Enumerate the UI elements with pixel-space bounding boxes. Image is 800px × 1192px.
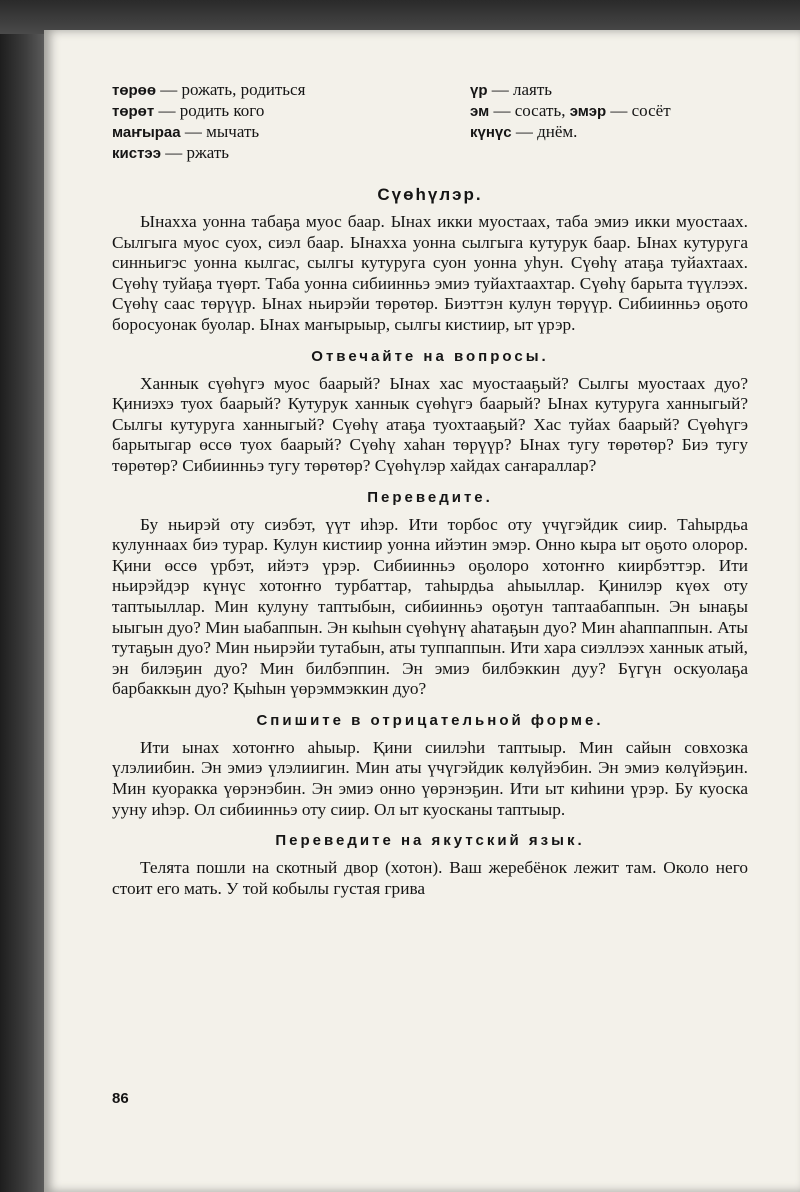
- vocab-definition: — мычать: [180, 122, 260, 141]
- vocab-entry: [112, 143, 430, 164]
- section-text: Телята пошли на скотный двор (хотон). Ваш жеребёнок лежит там. Около него стоит его мать. У той кобылы густая грива: [112, 858, 748, 898]
- section-questions: [112, 346, 748, 477]
- section-text: Бу ньирэй оту сиэбэт, үүт иһэр. Ити торбос оту үчүгэйдик сиир. Таһырдьа кулуннаах биэ турар. Кулун кистиир уонна ийэтин эмэр. Онно кыра ыт оҕото олорор. Қини өссө үрбэт, ийэтэ үрэр. Сибиинньэ оҕолоро хотоҥҥо киирбэттэр. Ити ньирэйдэр күнүс хотоҥҥо турбаттар, таһырдьа аһыыллар. Қинилэр күөх оту таптыыллар. Мин кулуну таптыбын, сибиинньэ оҕотун таптаабаппын. Эн ынаҕы ыыгын дуо? Мин ыабаппын. Эн кыһын сүөһүнү аһатаҕын дуо? Мин аһаппаппын. Аты тутаҕын дуо? Мин ньирэйи тутабын, аты туппаппын. Ити хара сиэллээх ханнык атый, эн билэҕин дуо? Мин билбэппин. Эн эмиэ билбэккин дуу? Бүгүн оскуолаҕа барбаккын дуо? Қыһын үөрэммэккин дуо?: [112, 514, 748, 699]
- vocab-term: төрөт: [112, 103, 155, 120]
- vocab-term: эм: [470, 103, 490, 120]
- vocab-term: үр: [470, 82, 488, 99]
- vocab-definition: — родить кого: [154, 101, 265, 120]
- vocab-definition: — рожать, родиться: [156, 80, 306, 99]
- vocab-definition: — ржать: [160, 143, 230, 162]
- book-spine: [0, 0, 44, 1192]
- vocab-entry: [112, 101, 430, 122]
- vocab-entry: [470, 80, 740, 101]
- section-negative-form: [112, 710, 748, 820]
- section-text: Ханнык сүөһүгэ муос баарый? Ынах хас муостааҕый? Сылгы муостаах дуо? Қиниэхэ туох баарый? Кутурук ханнык сүөһүгэ баарый? Ынах кутуруга ханныгый? Сылгы кутуруга ханныгый? Сүөһү атаҕа туохтааҕый? Хас туйах баарый? Сүөһүгэ барытыгар өссө туох баарый? Сүөһү хаһан төрүүр? Ынах тугу төрөтөр? Биэ тугу төрөтөр? Сибиинньэ тугу төрөтөр? Сүөһүлэр хайдах саҥараллар?: [112, 373, 748, 475]
- section-title: Переведите.: [367, 488, 493, 506]
- section-title: Сүөһүлэр.: [377, 185, 483, 204]
- page-number: 86: [112, 1090, 129, 1107]
- section-animals: [112, 184, 748, 336]
- section-text: Ити ынах хотоҥҥо аһыыр. Қини сиилэһи таптыыр. Мин сайын совхозка үлэлиибин. Эн эмиэ үлэлиигин. Мин аты үчүгэйдик көлүйэбин. Эн эмиэ көлүйэҕин. Мин куоракка үөрэнэбин. Эн эмиэ онно үөрэнэҕин. Ити ыт киһини үрэр. Бу куоска ууну иһэр. Ол сибиинньэ оту сиир. Ол ыт куосканы таптыыр.: [112, 737, 748, 819]
- vocabulary-column-left: [112, 80, 430, 164]
- section-text: Ынахха уонна табаҕа муос баар. Ынах икки муостаах, таба эмиэ икки муостаах. Сылгыга муос суох, сиэл баар. Ынахха уонна сылгыга кутурук баар. Ынах кутуруга синньигэс уонна кылгас, сылгы кутуруга суон уонна уһун. Сүөһү атаҕа туйахтаах. Сүөһү туйаҕа түөрт. Таба уонна сибиинньэ эмиэ туйахтаахтар. Сүөһү барыта түүлээх. Сүөһү саас төрүүр. Ынах ньирэйи төрөтөр. Биэттэн кулун төрүүр. Сибиинньэ оҕото боросуонак буолар. Ынах маҥырыыр, сылгы кистиир, ыт үрэр.: [112, 212, 748, 334]
- section-translate-yakut: [112, 830, 748, 899]
- vocab-entry: [112, 80, 430, 101]
- vocab-term: маҥыраа: [112, 124, 181, 141]
- scan-shadow-top: [0, 0, 800, 34]
- vocabulary-column-right: [470, 80, 740, 164]
- vocab-term: күнүс: [470, 124, 512, 141]
- page-content: [112, 80, 748, 899]
- vocab-term: кистээ: [112, 145, 161, 162]
- section-title: Спишите в отрицательной форме.: [256, 711, 604, 729]
- vocab-term: төрөө: [112, 82, 156, 99]
- vocab-definition: — сосёт: [606, 101, 671, 120]
- vocab-entry: [470, 122, 740, 143]
- vocab-entry: [112, 122, 430, 143]
- section-title: Переведите на якутский язык.: [275, 832, 585, 850]
- vocabulary-list: [112, 80, 748, 164]
- vocab-entry: [470, 101, 740, 122]
- section-translate: [112, 487, 748, 700]
- section-title: Отвечайте на вопросы.: [311, 347, 549, 365]
- vocab-definition: — днём.: [511, 122, 578, 141]
- vocab-definition: — сосать,: [489, 101, 570, 120]
- vocab-definition: — лаять: [487, 80, 553, 99]
- vocab-term: эмэр: [569, 103, 607, 120]
